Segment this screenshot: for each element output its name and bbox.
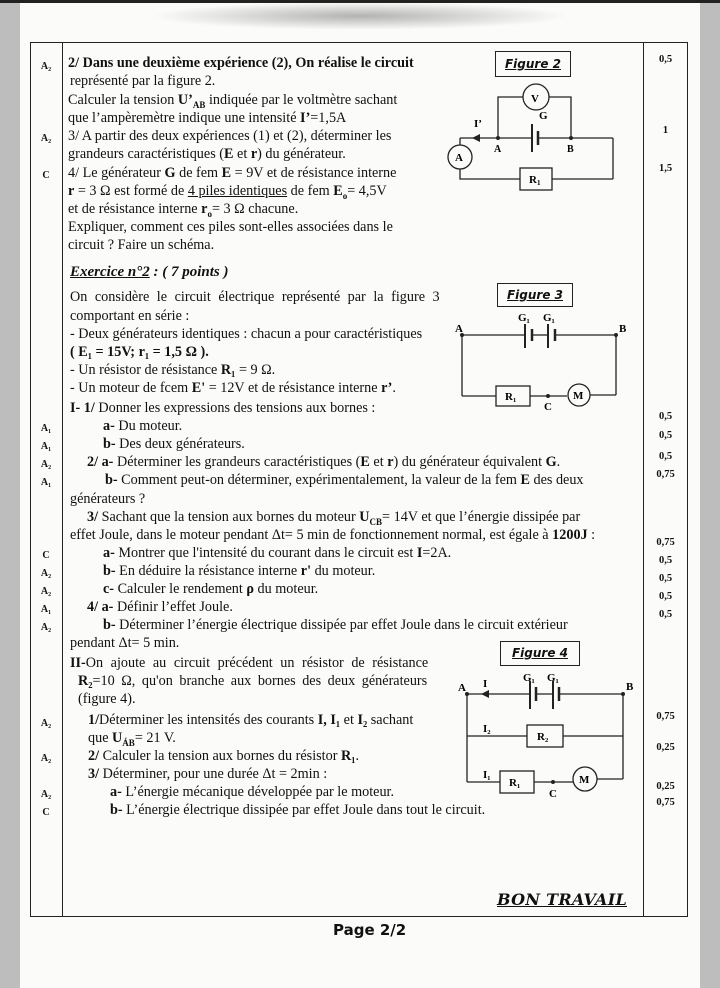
score: 0,5	[658, 451, 673, 462]
svg-text:V: V	[531, 93, 539, 105]
svg-text:G₁: G₁	[543, 312, 555, 324]
competence-code: A₂	[40, 622, 52, 633]
q2-line4: que l’ampèremètre indique une intensité I’=1,5A	[68, 110, 347, 126]
score: 0,5	[658, 609, 673, 620]
competence-code: C	[42, 550, 50, 561]
competence-code: A₂	[40, 61, 52, 72]
partI-q2b-line2: générateurs ?	[70, 491, 146, 507]
svg-text:G₁: G₁	[518, 312, 530, 324]
svg-text:B: B	[619, 323, 627, 335]
partII-q3a: a- L’énergie mécanique développée par le moteur.	[110, 784, 395, 800]
figure4-caption: Figure 4	[500, 641, 580, 666]
partI-q2b: b- Comment peut-on déterminer, expérimentalement, la valeur de la fem E des deux	[105, 472, 584, 488]
score: 0,25	[656, 781, 675, 792]
partI-q4b: b- Déterminer l’énergie électrique dissipée par effet Joule dans le circuit extérieur	[103, 617, 568, 633]
partI-q3c: c- Calculer le rendement ρ du moteur.	[103, 581, 319, 597]
svg-text:B: B	[626, 681, 634, 693]
svg-text:R₂: R₂	[537, 731, 549, 743]
q2-line2: représenté par la figure 2.	[70, 73, 216, 89]
competence-code: A₂	[40, 459, 52, 470]
q4-line3: et de résistance interne $r_o= 3$ Ω chacune.	[68, 201, 299, 219]
partII-intro1: II-On ajoute au circuit précédent un résistor de résistance	[70, 655, 429, 671]
svg-text:G₁: G₁	[523, 673, 535, 684]
svg-text:G: G	[539, 110, 548, 122]
partI-q3a: a- Montrer que l'intensité du courant dans le circuit est I=2A.	[103, 545, 452, 561]
q3-line2: grandeurs caractéristiques (E et r) du générateur.	[68, 146, 346, 162]
score: 0,25	[656, 742, 675, 753]
score: 0,5	[658, 411, 673, 422]
partI-q1a: a- Du moteur.	[103, 418, 183, 434]
q2-line1: 2/ Dans une deuxième expérience (2), On réalise le circuit	[68, 55, 414, 71]
exercise2-title: Exercice n°2 : ( 7 points )	[70, 264, 229, 280]
ex2-item1: - Deux générateurs identiques : chacun a pour caractéristiques	[70, 326, 423, 342]
svg-text:B: B	[567, 144, 574, 155]
competence-code: C	[42, 807, 50, 818]
score: 1	[662, 125, 669, 136]
svg-text:R₁: R₁	[505, 391, 517, 403]
svg-text:A: A	[455, 152, 463, 164]
competence-code: A₁	[40, 423, 52, 434]
svg-text:M: M	[579, 774, 590, 786]
figure3-circuit-diagram	[452, 312, 642, 412]
figure2-circuit-diagram	[440, 80, 640, 200]
score: 0,75	[656, 537, 675, 548]
svg-text:I: I	[483, 678, 488, 690]
partII-intro2: R₂=10 Ω, qu'on branche aux bornes des deux générateurs	[78, 673, 428, 689]
svg-text:I₁: I₁	[483, 769, 491, 781]
svg-text:R: R	[529, 174, 537, 186]
partII-q3b: b- L’énergie électrique dissipée par effet Joule dans tout le circuit.	[110, 802, 486, 818]
partI-q1: I- 1/ Donner les expressions des tensions aux bornes :	[70, 400, 376, 416]
partII-q3: 3/ Déterminer, pour une durée Δt = 2min :	[88, 766, 328, 782]
ex2-item3: - Un moteur de fcem E' = 12V et de résistance interne r’.	[70, 380, 396, 396]
q4-line2: r = 3 Ω est formé de 4 piles identiques de fem $E_o= 4,5V$	[68, 183, 387, 201]
competence-code: A₂	[40, 789, 52, 800]
figure3-caption: Figure 3	[497, 283, 573, 307]
page-number: Page 2/2	[333, 921, 407, 939]
svg-text:M: M	[573, 390, 584, 402]
score: 0,75	[656, 469, 675, 480]
partII-q2: 2/ Calculer la tension aux bornes du résistor R₁.	[88, 748, 360, 764]
partI-q4a: 4/ a- Définir l’effet Joule.	[87, 599, 233, 615]
competence-code: A₁	[40, 477, 52, 488]
ex2-intro2: comportant en série :	[70, 308, 190, 324]
ex2-item2: - Un résistor de résistance R₁ = 9 Ω.	[70, 362, 276, 378]
svg-text:C: C	[549, 788, 557, 798]
q4-line5: circuit ? Faire un schéma.	[68, 237, 215, 253]
svg-text:1: 1	[537, 179, 541, 187]
svg-text:A: A	[455, 323, 463, 335]
competence-code: A₁	[40, 604, 52, 615]
partII-intro3: (figure 4).	[78, 691, 136, 707]
code-column-divider	[62, 42, 63, 917]
competence-code: A₂	[40, 586, 52, 597]
scan-smudge	[150, 2, 570, 30]
partII-q1: 1/Déterminer les intensités des courants I, I₁ et I₂ sachant	[88, 712, 414, 728]
ex2-item1b: ( E₁ = 15V; r₁ = 1,5 Ω ).	[70, 344, 209, 360]
closing-message: BON TRAVAIL	[497, 890, 628, 909]
figure2-caption: Figure 2	[495, 51, 571, 77]
competence-code: A₂	[40, 568, 52, 579]
score: 0,5	[658, 573, 673, 584]
competence-code: A₁	[40, 441, 52, 452]
partI-q3b: b- En déduire la résistance interne r' du moteur.	[103, 563, 376, 579]
figure4-circuit-diagram	[455, 673, 640, 798]
q2-line3: Calculer la tension $U’_{AB}$ indiquée par le voltmètre sachant	[68, 92, 398, 110]
score: 0,5	[658, 430, 673, 441]
partI-q4b-line2: pendant Δt= 5 min.	[70, 635, 180, 651]
score: 0,75	[656, 797, 675, 808]
partI-q3: 3/ Sachant que la tension aux bornes du moteur $U_{CB}= 14V$ et que l’énergie dissipée par	[87, 509, 581, 527]
score: 0,5	[658, 591, 673, 602]
competence-code: A₂	[40, 133, 52, 144]
svg-text:I₂: I₂	[483, 723, 491, 735]
competence-code: A₂	[40, 718, 52, 729]
competence-code: A₂	[40, 753, 52, 764]
partII-q1-line2: que $U_{ÁB}= 21$ V.	[88, 730, 176, 748]
svg-text:R₁: R₁	[509, 777, 521, 789]
svg-text:G₁: G₁	[547, 673, 559, 684]
partI-q3-line2: effet Joule, dans le moteur pendant Δt= 5 min de fonctionnement normal, est égale à 1200J :	[70, 527, 596, 543]
score: 0,5	[658, 555, 673, 566]
q4-line4: Expliquer, comment ces piles sont-elles associées dans le	[68, 219, 393, 235]
svg-text:A: A	[458, 682, 466, 694]
q4-line1: 4/ Le générateur G de fem E = 9V et de résistance interne	[68, 165, 397, 181]
score: 1,5	[658, 163, 673, 174]
score: 0,5	[658, 54, 673, 65]
svg-text:A: A	[494, 144, 502, 155]
svg-text:C: C	[544, 401, 552, 412]
q3-line1: 3/ A partir des deux expériences (1) et (2), déterminer les	[68, 128, 392, 144]
ex2-intro1: On considère le circuit électrique représenté par la figure 3	[70, 289, 440, 305]
partI-q2a: 2/ a- Déterminer les grandeurs caractéristiques (E et r) du générateur équivalent G.	[87, 454, 561, 470]
svg-text:I’: I’	[474, 118, 482, 130]
competence-code: C	[42, 170, 50, 181]
score: 0,75	[656, 711, 675, 722]
partI-q1b: b- Des deux générateurs.	[103, 436, 245, 452]
